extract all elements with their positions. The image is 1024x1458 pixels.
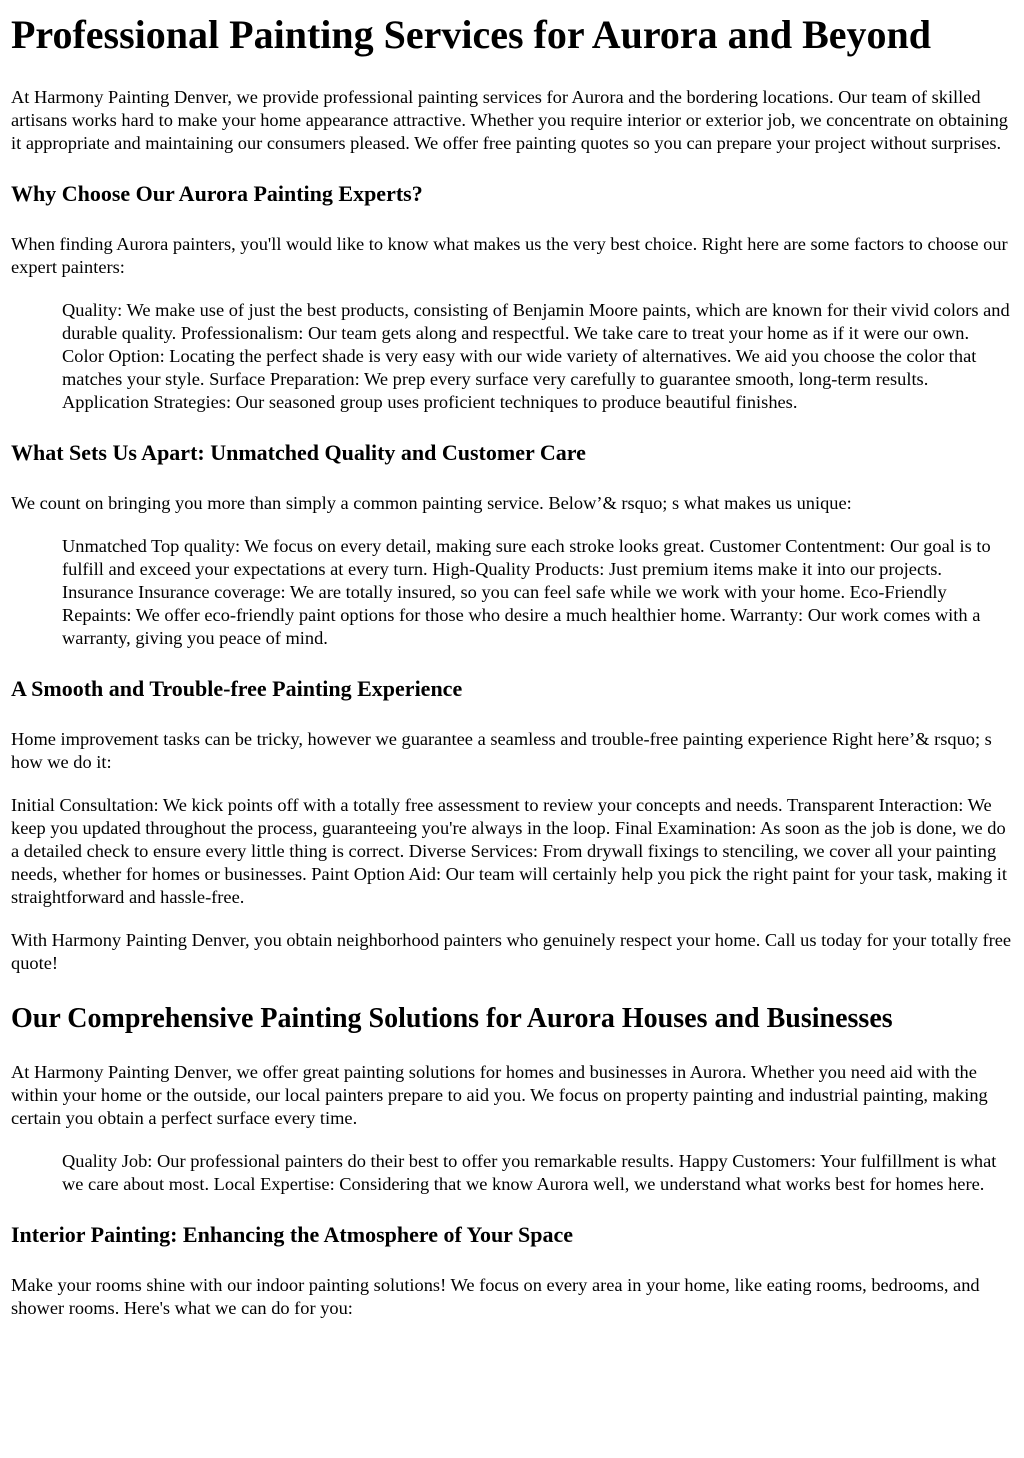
smooth-experience-closing: With Harmony Painting Denver, you obtain neighborhood painters who genuinely respect your home. Call us today for your totally free quote! — [11, 930, 1012, 973]
sets-apart-quote: Unmatched Top quality: We focus on every detail, making sure each stroke looks great. Customer Contentment: Our goal is to fulfill and exceed your expectations at every turn. High-Quality Products: Just premium items make it into our projects. Insurance Insurance coverage: We are totally insured, so you can feel safe while we work with your home. Eco-Friendly Repaints: We offer eco-friendly paint options for those who desire a much healthier home. Warranty: Our work comes with a warranty, giving you peace of mind. — [62, 536, 991, 648]
section-heading-solutions: Our Comprehensive Painting Solutions for Aurora Houses and Businesses — [11, 1003, 893, 1034]
page-title: Professional Painting Services for Aurora and Beyond — [11, 12, 932, 57]
section-heading-interior: Interior Painting: Enhancing the Atmosphere of Your Space — [11, 1222, 574, 1247]
section-heading-sets-apart: What Sets Us Apart: Unmatched Quality and Customer Care — [11, 440, 586, 465]
smooth-experience-paragraph: Home improvement tasks can be tricky, however we guarantee a seamless and trouble-free painting experience Right here’& rsquo; s how we do it: — [11, 729, 992, 772]
sets-apart-paragraph: We count on bringing you more than simply a common painting service. Below’& rsquo; s what makes us unique: — [11, 493, 852, 513]
solutions-quote: Quality Job: Our professional painters do their best to offer you remarkable results. Happy Customers: Your fulfillment is what we care about most. Local Expertise: Considering that we know Aurora well, we understand what works best for homes here. — [62, 1151, 997, 1194]
solutions-paragraph: At Harmony Painting Denver, we offer great painting solutions for homes and businesses in Aurora. Whether you need aid with the within your home or the outside, our local painters prepare to aid you. We focus on property painting and industrial painting, making certain you obtain a perfect surface every time. — [11, 1062, 988, 1128]
section-heading-smooth-experience: A Smooth and Trouble-free Painting Experience — [11, 676, 463, 701]
interior-paragraph: Make your rooms shine with our indoor painting solutions! We focus on every area in your home, like eating rooms, bedrooms, and shower rooms. Here's what we can do for you: — [11, 1275, 980, 1318]
smooth-experience-steps: Initial Consultation: We kick points off with a totally free assessment to review your concepts and needs. Transparent Interaction: We keep you updated throughout the process, guaranteeing you're always in the loop. Final Examination: As soon as the job is done, we do a detailed check to ensure every little thing is correct. Diverse Services: From drywall fixings to stenciling, we cover all your painting needs, whether for homes or businesses. Paint Option Aid: Our team will certainly help you pick the right paint for your task, making it straightforward and hassle-free. — [11, 795, 1007, 907]
section-heading-why-choose: Why Choose Our Aurora Painting Experts? — [11, 181, 423, 206]
article — [0, 12, 1024, 1320]
why-choose-quote: Quality: We make use of just the best products, consisting of Benjamin Moore paints, which are known for their vivid colors and durable quality. Professionalism: Our team gets along and respectful. We take care to treat your home as if it were our own. Color Option: Locating the perfect shade is very easy with our wide variety of alternatives. We aid you choose the color that matches your style. Surface Preparation: We prep every surface very carefully to guarantee smooth, long-term results. Application Strategies: Our seasoned group uses proficient techniques to produce beautiful finishes. — [62, 300, 1010, 412]
why-choose-paragraph: When finding Aurora painters, you'll would like to know what makes us the very best choice. Right here are some factors to choose our expert painters: — [11, 234, 1008, 277]
intro-paragraph: At Harmony Painting Denver, we provide professional painting services for Aurora and the bordering locations. Our team of skilled artisans works hard to make your home appearance attractive. Whether you require interior or exterior job, we concentrate on obtaining it appropriate and maintaining our consumers pleased. We offer free painting quotes so you can prepare your project without surprises. — [11, 87, 1008, 153]
